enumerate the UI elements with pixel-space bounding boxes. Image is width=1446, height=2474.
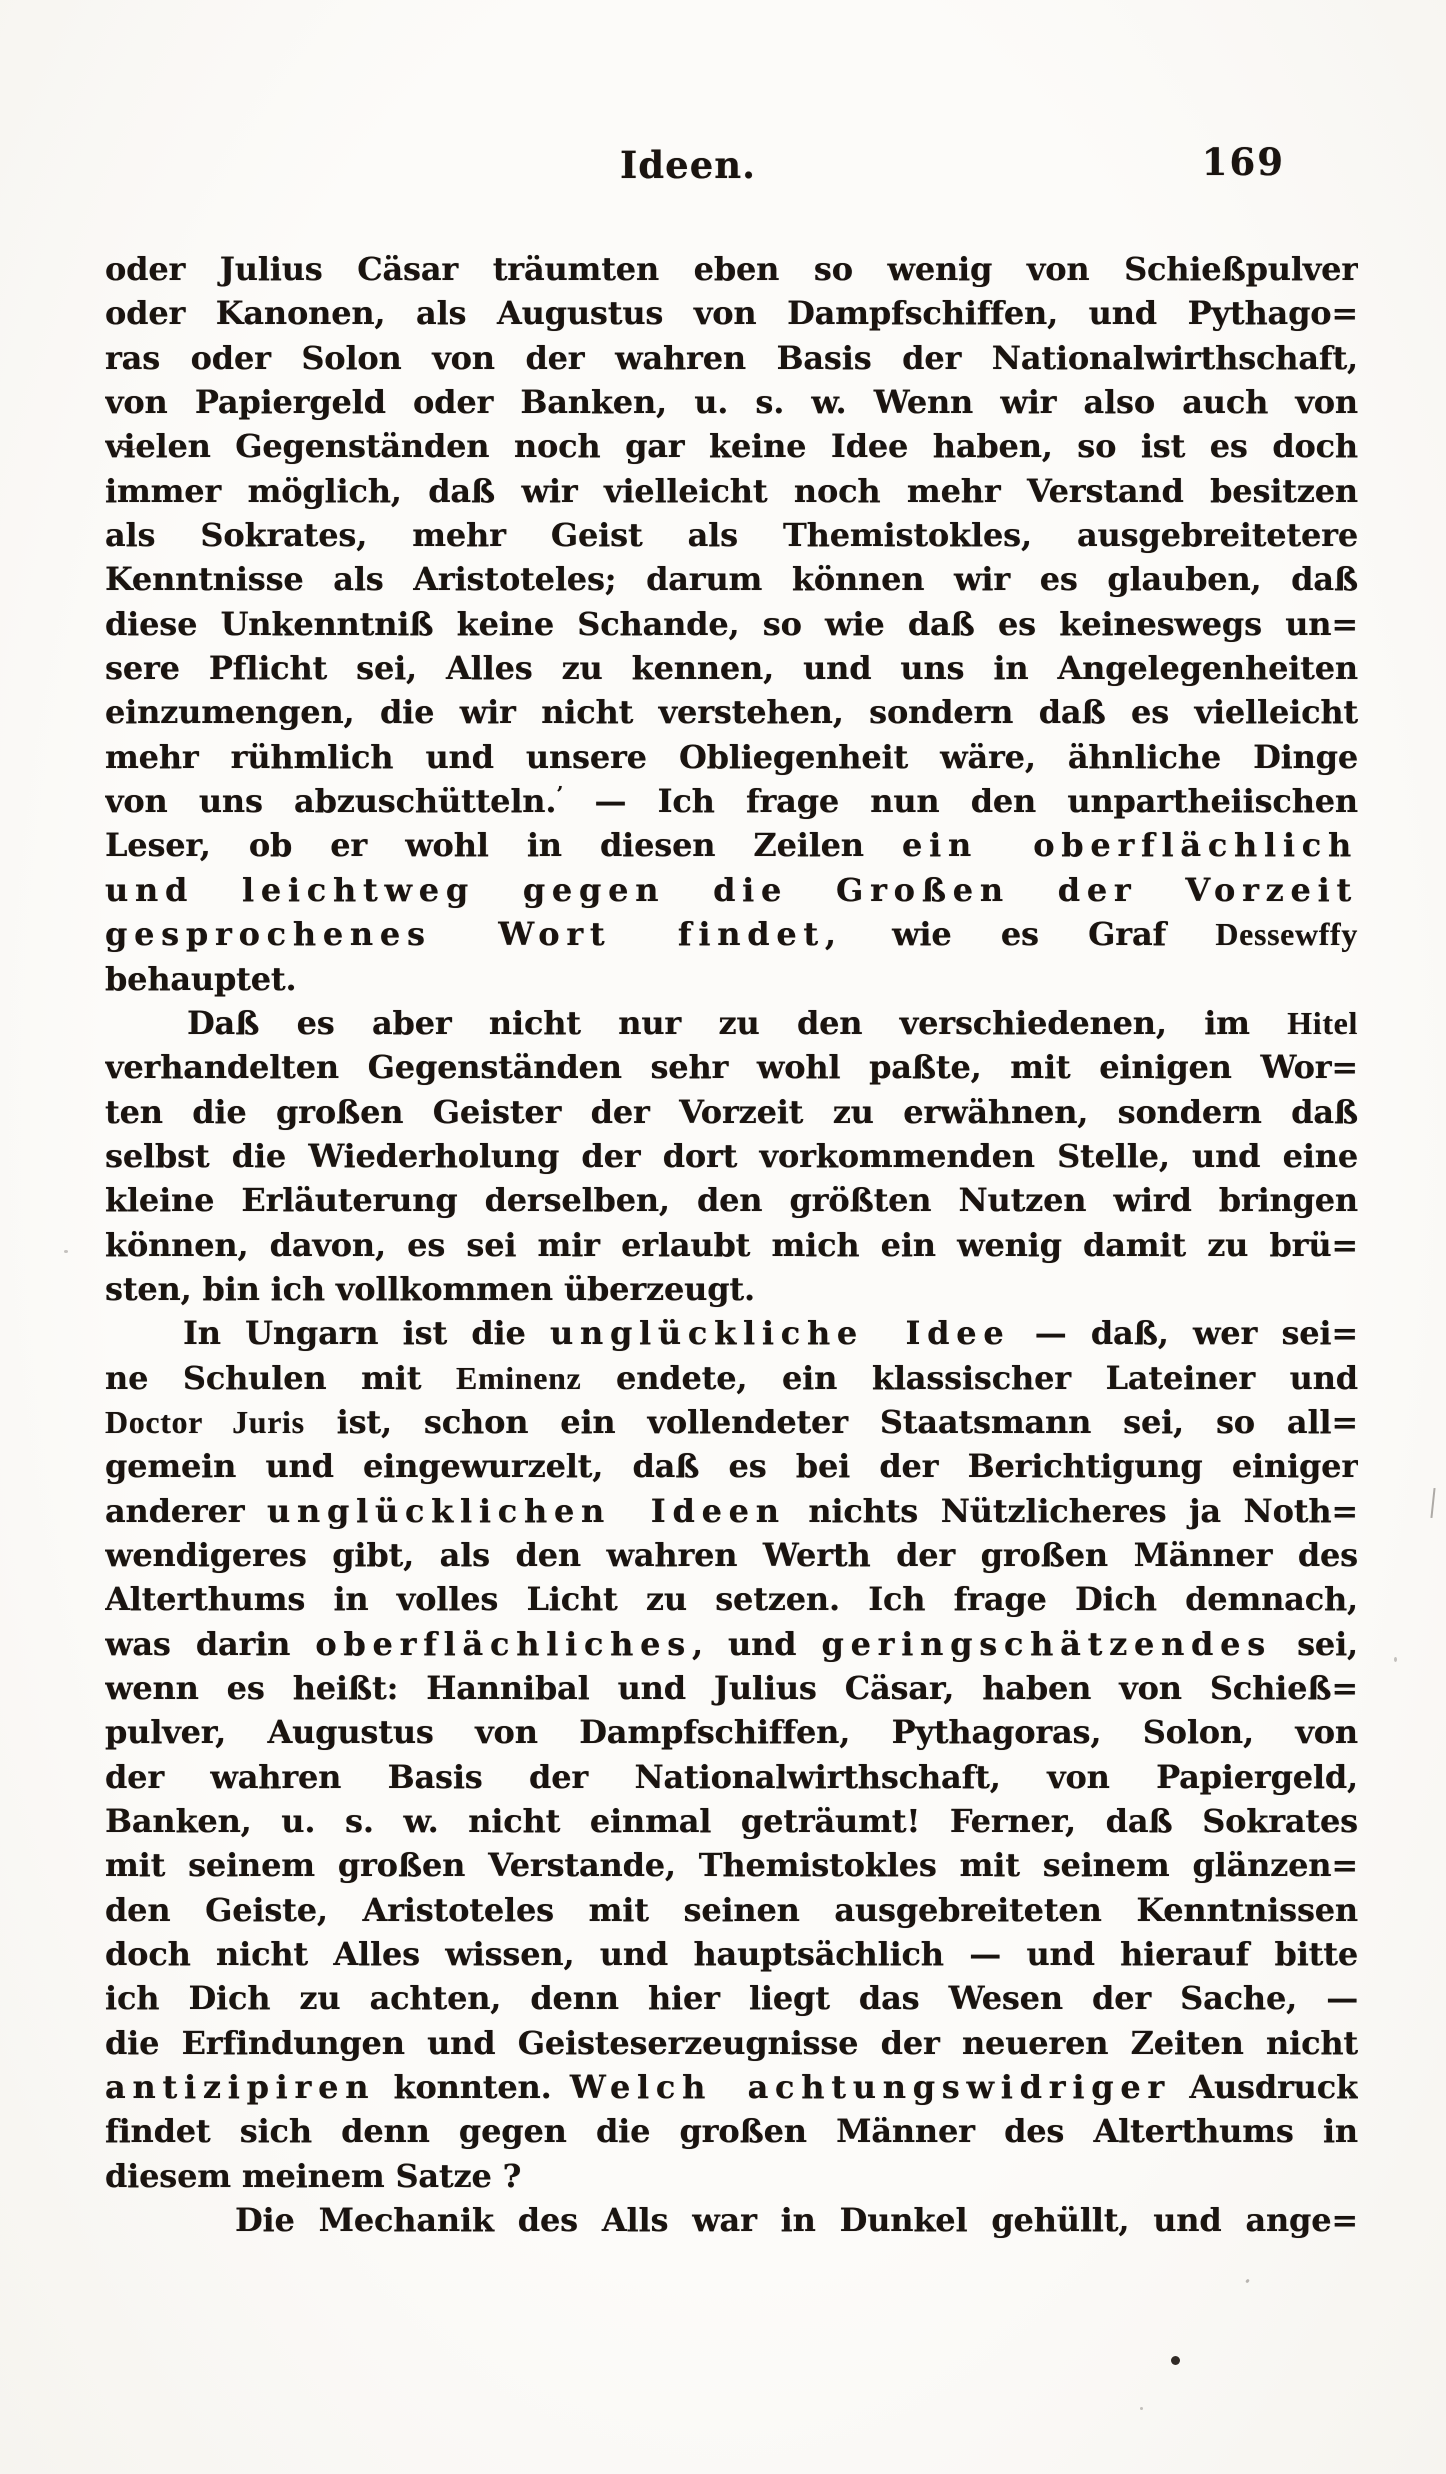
text-segment: mehr rühmlich und unsere Obliegenheit wäre, ähnliche Dinge	[105, 737, 1358, 776]
text-line	[105, 1932, 1358, 1976]
text-line	[105, 1400, 1358, 1444]
text-line	[105, 1178, 1358, 1222]
text-line	[105, 912, 1358, 956]
text-line	[105, 1533, 1358, 1577]
text-line	[105, 1356, 1358, 1400]
text-segment-g: gesprochenes Wort findet,	[105, 915, 843, 954]
text-line	[105, 823, 1358, 867]
text-line	[105, 247, 1358, 291]
text-line	[105, 646, 1358, 690]
text-line	[105, 1622, 1358, 1666]
text-segment-g: antizipiren	[105, 2068, 376, 2107]
text-segment: sere Pflicht sei, Alles zu kennen, und uns in Angelegenheiten	[105, 649, 1358, 688]
text-line	[105, 1001, 1358, 1045]
text-segment: pulver, Augustus von Dampfschiffen, Pythagoras, Solon, von	[105, 1713, 1358, 1752]
text-line	[105, 1976, 1358, 2020]
text-line	[105, 957, 1358, 1001]
text-segment: der wahren Basis der Nationalwirthschaft, von Papiergeld,	[105, 1757, 1358, 1796]
text-line	[105, 868, 1358, 912]
text-line	[105, 513, 1358, 557]
text-segment: Banken, u. s. w. nicht einmal geträumt! Ferner, daß Sokrates	[105, 1802, 1358, 1841]
text-segment: sei,	[1271, 1624, 1358, 1663]
text-line	[105, 336, 1358, 380]
text-segment: oder Kanonen, als Augustus von Dampfschiffen, und Pythago=	[105, 294, 1358, 333]
text-line	[105, 735, 1358, 779]
text-line	[105, 2109, 1358, 2153]
text-segment: wenn es heißt: Hannibal und Julius Cäsar, haben von Schieß=	[105, 1669, 1358, 1707]
text-line	[105, 2021, 1358, 2065]
text-line	[105, 1444, 1358, 1488]
text-line	[105, 1755, 1358, 1799]
text-segment: — daß, wer sei=	[1010, 1314, 1358, 1353]
text-segment-ab: Dessewffy	[1215, 916, 1358, 953]
running-title: Ideen.	[619, 143, 757, 187]
text-segment: kleine Erläuterung derselben, den größten Nutzen wird bringen	[105, 1181, 1358, 1220]
text-segment-ab: Hitel	[1287, 1004, 1358, 1041]
text-segment: ne Schulen mit	[105, 1358, 456, 1397]
text-segment: findet sich denn gegen die großen Männer des Alterthums in	[105, 2112, 1358, 2151]
text-segment: als Sokrates, mehr Geist als Themistokles, ausgebreitetere	[105, 516, 1358, 555]
text-segment: nichts Nützlicheres ja Noth=	[785, 1491, 1358, 1530]
text-segment: oder Julius Cäsar träumten eben so wenig von Schießpulver	[105, 250, 1358, 288]
scan-speck	[1245, 2279, 1250, 2284]
text-segment: gemein und eingewurzelt, daß es bei der Berichtigung einiger	[105, 1447, 1358, 1486]
text-segment: wie es Graf	[842, 915, 1216, 954]
text-segment: doch nicht Alles wissen, und hauptsächlich — und hierauf bitte	[105, 1935, 1358, 1974]
text-block	[105, 247, 1358, 2242]
text-segment: verhandelten Gegenständen sehr wohl paßte, mit einigen Wor=	[105, 1048, 1358, 1087]
text-line	[105, 1267, 1358, 1311]
text-line	[105, 1710, 1358, 1754]
text-segment: können, davon, es sei mir erlaubt mich ein wenig damit zu brü=	[105, 1225, 1358, 1264]
text-line	[105, 1666, 1358, 1710]
text-line	[105, 1489, 1358, 1533]
text-line	[105, 602, 1358, 646]
text-segment: Kenntnisse als Aristoteles; darum können wir es glauben, daß	[105, 560, 1358, 599]
text-segment: selbst die Wiederholung der dort vorkommenden Stelle, und eine	[105, 1136, 1358, 1175]
text-line	[105, 779, 1358, 823]
text-line	[105, 424, 1358, 468]
text-segment: einzumengen, die wir nicht verstehen, sondern daß es vielleicht	[105, 693, 1358, 732]
text-line	[105, 1843, 1358, 1887]
ink-speck	[1171, 2356, 1180, 2365]
text-segment-g: Welch achtungswidriger	[569, 2068, 1171, 2107]
text-segment-sup: ’	[556, 781, 564, 806]
text-segment: die Erfindungen und Geisteserzeugnisse der neueren Zeiten nicht	[105, 2023, 1358, 2062]
text-segment: anderer	[105, 1491, 268, 1530]
scan-speck	[1394, 1657, 1397, 1662]
text-segment: ich Dich zu achten, denn hier liegt das Wesen der Sache, —	[105, 1979, 1358, 2018]
scan-speck	[64, 1250, 68, 1253]
text-line	[105, 1045, 1358, 1089]
text-segment: diesem meinem Satze ?	[105, 2156, 522, 2195]
text-segment: sten, bin ich vollkommen überzeugt.	[105, 1269, 755, 1308]
text-segment: Daß es aber nicht nur zu den verschiedenen, im	[187, 1003, 1288, 1042]
text-segment: was darin	[105, 1624, 316, 1663]
text-line	[105, 469, 1358, 513]
text-line	[105, 1223, 1358, 1267]
scan-speck	[1140, 2407, 1143, 2410]
scan-edge-mark	[1430, 1488, 1435, 1518]
text-segment: Alterthums in volles Licht zu setzen. Ich frage Dich demnach,	[105, 1580, 1358, 1619]
text-line	[105, 1577, 1358, 1621]
text-line	[105, 2198, 1358, 2242]
text-segment-ab: Eminenz	[456, 1359, 582, 1396]
text-segment: von Papiergeld oder Banken, u. s. w. Wenn wir also auch von	[105, 383, 1358, 422]
text-segment-ab: Doctor Juris	[105, 1403, 305, 1440]
text-segment: — Ich frage nun den unpartheiischen	[563, 782, 1358, 821]
text-segment-g: geringschätzendes	[821, 1624, 1272, 1663]
text-line	[105, 1311, 1358, 1355]
text-segment: den Geiste, Aristoteles mit seinen ausgebreiteten Kenntnissen	[105, 1890, 1358, 1929]
text-segment: In Ungarn ist die	[183, 1314, 550, 1353]
text-line	[105, 2154, 1358, 2198]
text-line	[105, 2065, 1358, 2109]
text-segment-g: unglückliche Idee	[549, 1314, 1011, 1353]
text-segment: mit seinem großen Verstande, Themistokles mit seinem glänzen=	[105, 1846, 1358, 1885]
text-line	[105, 380, 1358, 424]
text-segment: immer möglich, daß wir vielleicht noch mehr Verstand besitzen	[105, 471, 1358, 510]
text-segment: behauptet.	[105, 959, 297, 998]
text-segment: konnten.	[375, 2068, 570, 2107]
text-segment: Die Mechanik des Alls war in Dunkel gehüllt, und ange=	[235, 2201, 1358, 2240]
text-segment: Leser, ob er wohl in diesen Zeilen	[105, 826, 902, 865]
text-segment-g: und leichtweg gegen die Großen der Vorzeit	[105, 870, 1358, 909]
text-line	[105, 291, 1358, 335]
text-line	[105, 1799, 1358, 1843]
text-segment-g: ein oberflächlich	[902, 826, 1358, 865]
text-line	[105, 690, 1358, 734]
text-segment: ist, schon ein vollendeter Staatsmann sei, so all=	[304, 1402, 1358, 1441]
text-line	[105, 1090, 1358, 1134]
text-line	[105, 1888, 1358, 1932]
text-segment: von uns abzuschütteln.	[105, 782, 557, 821]
text-line	[105, 1134, 1358, 1178]
text-line	[105, 557, 1358, 601]
text-segment: ten die großen Geister der Vorzeit zu erwähnen, sondern daß	[105, 1092, 1358, 1131]
text-segment-g: oberflächliches	[315, 1624, 692, 1663]
text-segment: diese Unkenntniß keine Schande, so wie daß es keineswegs un=	[105, 604, 1358, 643]
text-segment: Ausdruck	[1170, 2068, 1358, 2107]
text-segment: vielen Gegenständen noch gar keine Idee haben, so ist es doch	[105, 427, 1358, 466]
text-segment-g: unglücklichen Ideen	[267, 1491, 786, 1530]
text-segment: , und	[691, 1624, 822, 1663]
text-segment: endete, ein klassischer Lateiner und	[581, 1358, 1358, 1397]
text-segment: wendigeres gibt, als den wahren Werth der großen Männer des	[105, 1535, 1358, 1574]
text-segment: ras oder Solon von der wahren Basis der Nationalwirthschaft,	[105, 338, 1358, 377]
page-number: 169	[1201, 140, 1285, 184]
